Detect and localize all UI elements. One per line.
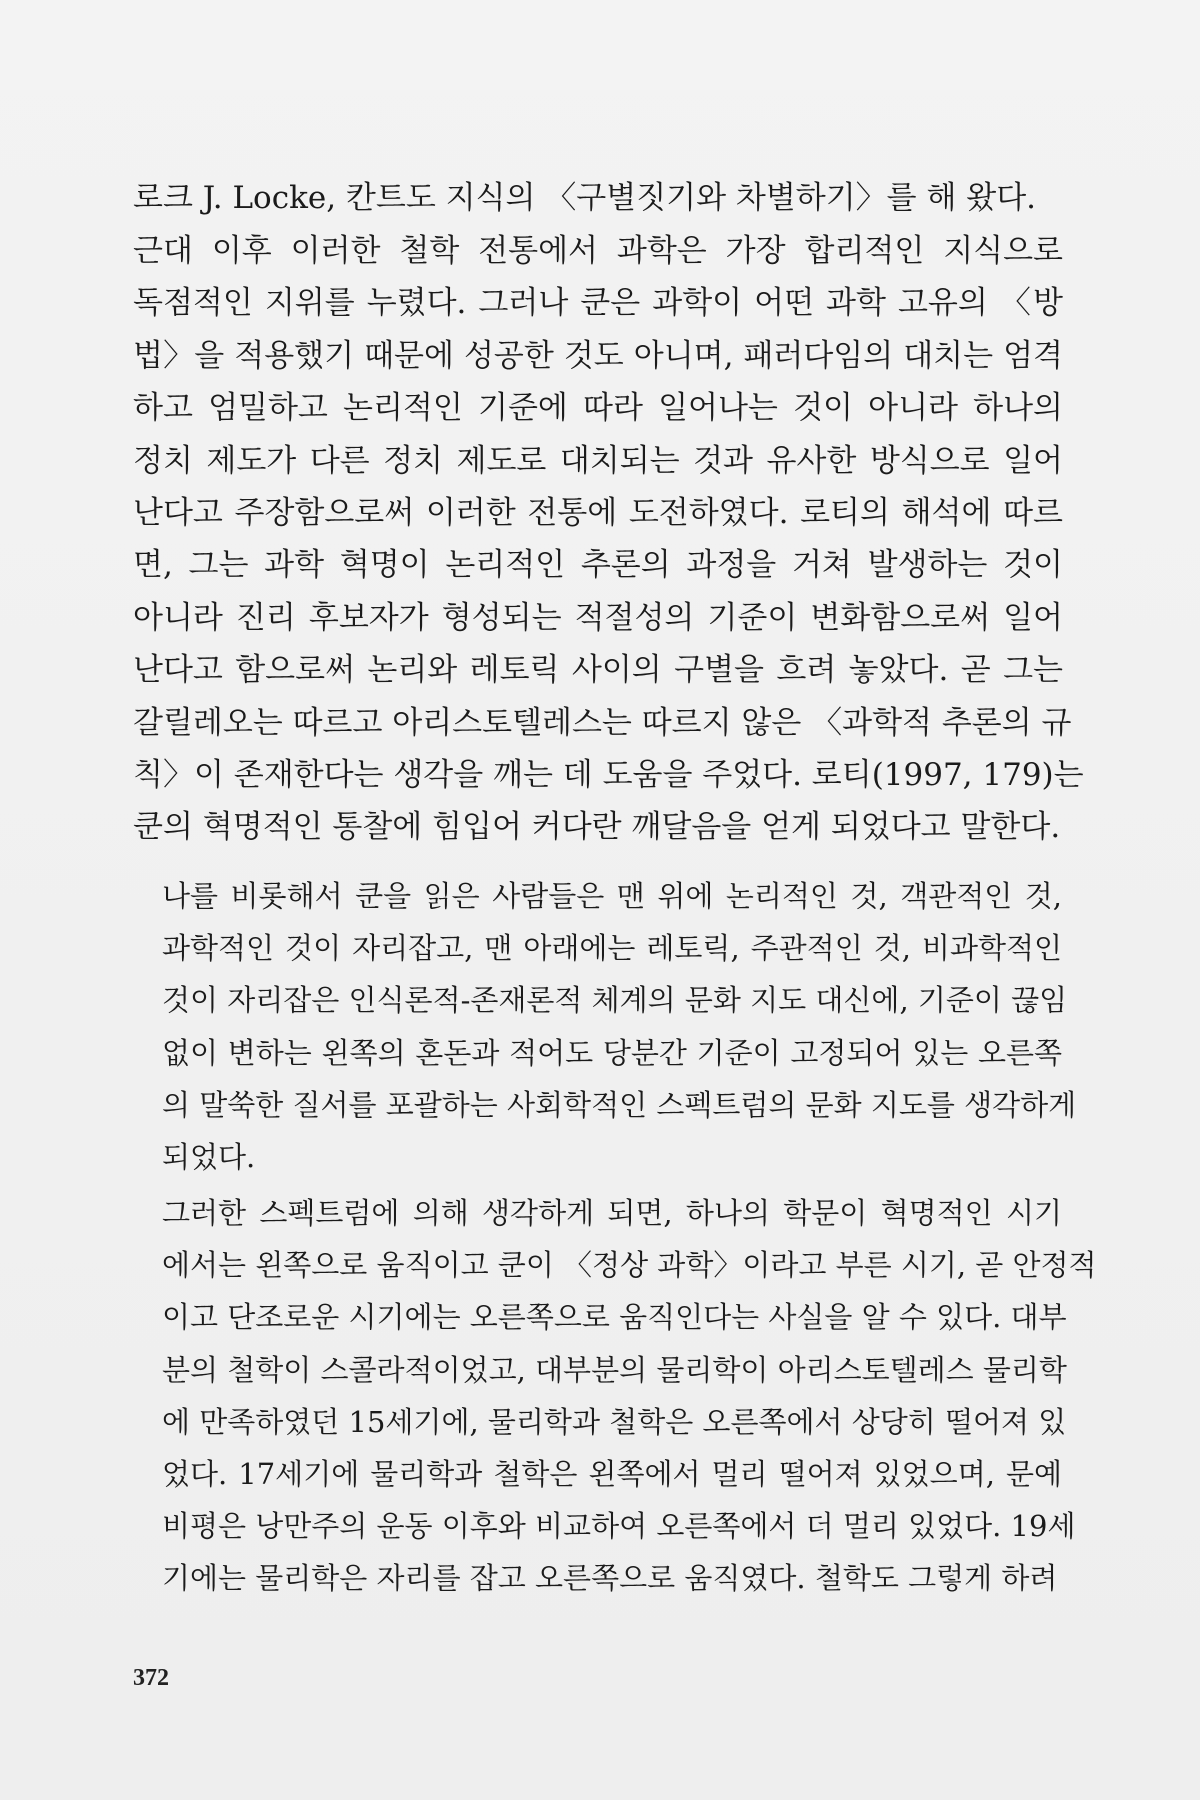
text-line: 의 말쑥한 질서를 포괄하는 사회학적인 스펙트럼의 문화 지도를 생각하게 <box>162 1087 1077 1122</box>
text-line: 그러한 스펙트럼에 의해 생각하게 되면, 하나의 학문이 혁명적인 시기 <box>162 1196 1062 1230</box>
text-line: 것이 자리잡은 인식론적-존재론적 체계의 문화 지도 대신에, 기준이 끊임 <box>162 983 1068 1018</box>
text-line: 에 만족하였던 15세기에, 물리학과 철학은 오른쪽에서 상당히 떨어져 있 <box>162 1404 1067 1439</box>
text-line: 법〉을 적용했기 때문에 성공한 것도 아니며, 패러다임의 대치는 엄격 <box>133 337 1063 374</box>
text-line: 과학적인 것이 자리잡고, 맨 아래에는 레토릭, 주관적인 것, 비과학적인 <box>162 931 1062 966</box>
text-line: 근대 이후 이러한 철학 전통에서 과학은 가장 합리적인 지식으로 <box>133 233 1063 269</box>
page-number: 372 <box>133 1665 169 1691</box>
paragraph-intro <box>133 172 1063 224</box>
text-line: 면, 그는 과학 혁명이 논리적인 추론의 과정을 거쳐 발생하는 것이 <box>133 547 1063 584</box>
text-line: 칙〉이 존재한다는 생각을 깨는 데 도움을 주었다. 로티(1997, 179)는 <box>133 757 1084 794</box>
text-line: 쿤의 혁명적인 통찰에 힘입어 커다란 깨달음을 얻게 되었다고 말한다. <box>133 809 1061 846</box>
text-line: 아니라 진리 후보자가 형성되는 적절성의 기준이 변화함으로써 일어 <box>133 599 1063 636</box>
text-line: 정치 제도가 다른 정치 제도로 대치되는 것과 유사한 방식으로 일어 <box>133 442 1063 479</box>
text-line: 기에는 물리학은 자리를 잡고 오른쪽으로 움직였다. 철학도 그렇게 하려 <box>162 1561 1058 1596</box>
text-line: 난다고 주장함으로써 이러한 전통에 도전하였다. 로티의 해석에 따르 <box>133 495 1063 532</box>
text-line: 하고 엄밀하고 논리적인 기준에 따라 일어나는 것이 아니라 하나의 <box>133 390 1063 427</box>
block-quote-paragraph-1 <box>162 870 1077 1183</box>
text-line: 난다고 함으로써 논리와 레토릭 사이의 구별을 흐려 놓았다. 곧 그는 <box>133 652 1063 689</box>
text-line: 갈릴레오는 따르고 아리스토텔레스는 따르지 않은 〈과학적 추론의 규 <box>133 704 1072 741</box>
text-line: 분의 철학이 스콜라적이었고, 대부분의 물리학이 아리스토텔레스 물리학 <box>162 1352 1067 1387</box>
text-line: 로크 J. Locke, 칸트도 지식의 〈구별짓기와 차별하기〉를 해 왔다. <box>133 180 1037 216</box>
text-line: 비평은 낭만주의 운동 이후와 비교하여 오른쪽에서 더 멀리 있었다. 19세 <box>162 1509 1076 1544</box>
text-line: 나를 비롯해서 쿤을 읽은 사람들은 맨 위에 논리적인 것, 객관적인 것, <box>162 879 1062 913</box>
text-line: 었다. 17세기에 물리학과 철학은 왼쪽에서 멀리 떨어져 있었으며, 문예 <box>162 1457 1062 1492</box>
text-line: 독점적인 지위를 누렸다. 그러나 쿤은 과학이 어떤 과학 고유의 〈방 <box>133 285 1063 322</box>
paragraph-main <box>133 225 1084 854</box>
text-line: 없이 변하는 왼쪽의 혼돈과 적어도 당분간 기준이 고정되어 있는 오른쪽 <box>162 1035 1062 1070</box>
block-quote-paragraph-2 <box>162 1187 1097 1605</box>
text-line: 되었다. <box>162 1140 256 1175</box>
text-line: 이고 단조로운 시기에는 오른쪽으로 움직인다는 사실을 알 수 있다. 대부 <box>162 1300 1067 1335</box>
text-line: 에서는 왼쪽으로 움직이고 쿤이 〈정상 과학〉이라고 부른 시기, 곧 안정적 <box>162 1248 1097 1283</box>
